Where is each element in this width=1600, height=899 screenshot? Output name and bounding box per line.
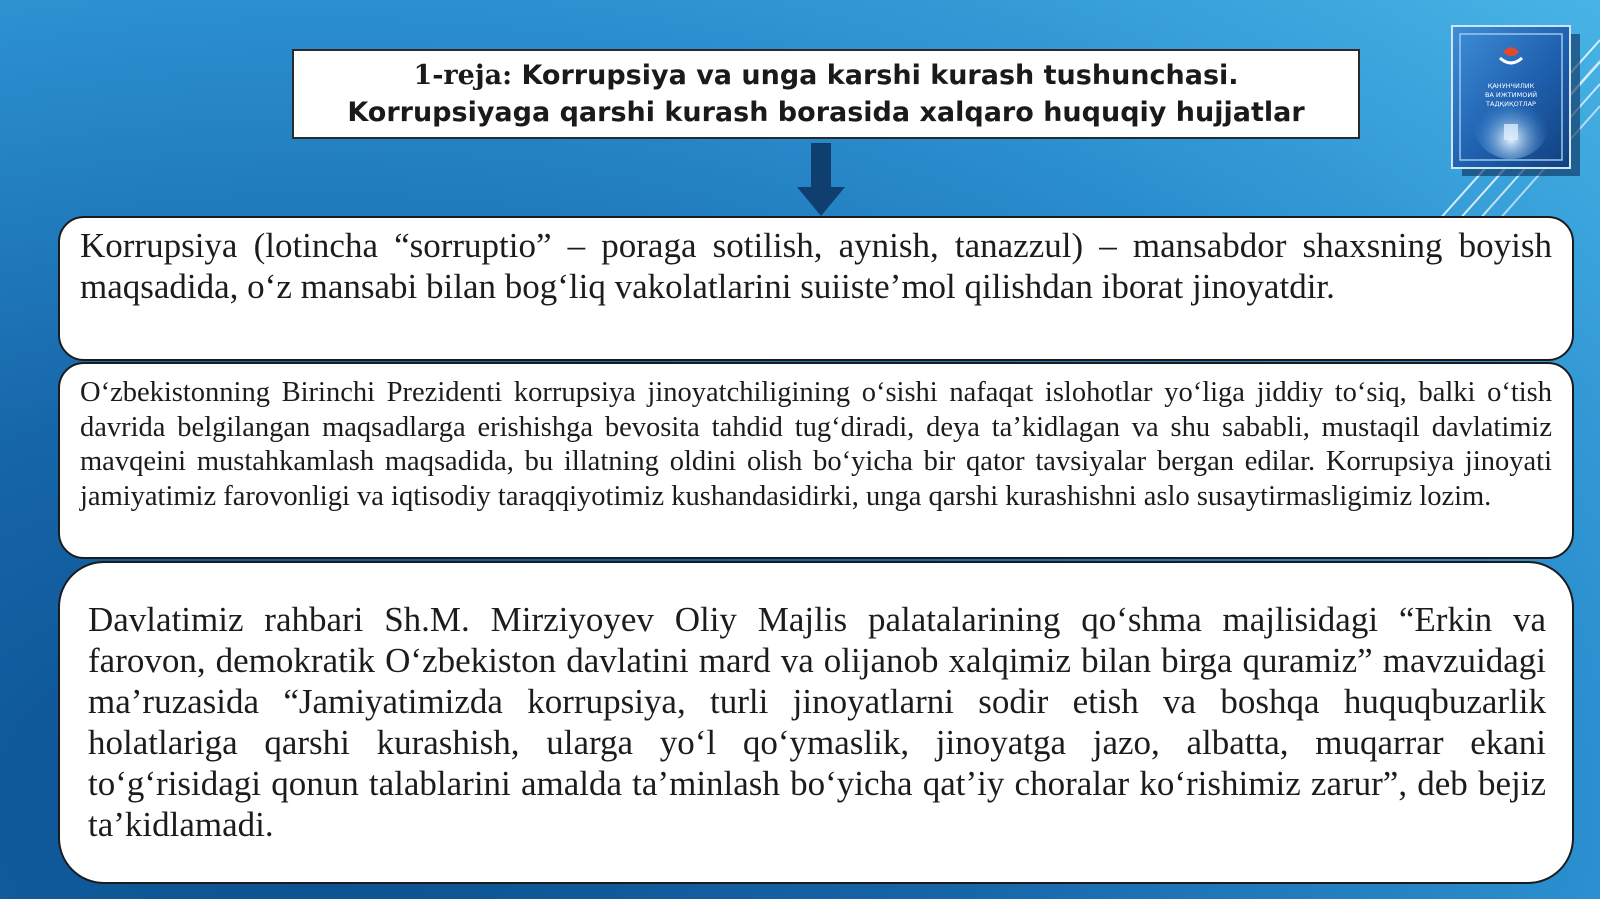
title-text: Korrupsiya va unga karshi kurash tushunchasi. Korrupsiyaga qarshi kurash borasida xalqaro huquqiy hujjatlar bbox=[347, 60, 1305, 128]
svg-text:ҚАНУНЧИЛИК: ҚАНУНЧИЛИК bbox=[1487, 82, 1535, 90]
book-cover-icon bbox=[1448, 24, 1586, 180]
paragraph-text-1: Korrupsiya (lotincha “sorruptio” – poraga sotilish, aynish, tanazzul) – mansabdor shaxsning boyish maqsadida, o‘z mansabi bilan bog‘liq vakolatlarini suiiste’mol qilishdan iborat jinoyatdir. bbox=[80, 226, 1552, 306]
svg-text:ТАДҚИҚОТЛАР: ТАДҚИҚОТЛАР bbox=[1486, 100, 1536, 108]
paragraph-text-2: O‘zbekistonning Birinchi Prezidenti korrupsiya jinoyatchiligining o‘sishi nafaqat islohotlar yo‘liga jiddiy to‘siq, balki o‘tish davrida belgilangan maqsadlarga erishishga bevosita tahdid tug‘diradi, deya ta’kidlagan va shu sababli, mustaqil davlatimiz mavqeini mustahkamlash maqsadida, bu illatning oldini olish bo‘yicha bir qator tavsiyalar bergan edilar. Korrupsiya jinoyati jamiyatimiz farovonligi va iqtisodiy taraqqiyotimiz kushandasidirki, unga qarshi kurashishni aslo susaytirmasligimiz lozim. bbox=[80, 377, 1552, 512]
paragraph-text-3: Davlatimiz rahbari Sh.M. Mirziyoyev Oliy Majlis palatalarining qo‘shma majlisidagi “Erkin va farovon, demokratik O‘zbekiston davlatini mard va olijanob xalqimiz bilan birga quramiz” mavzuidagi ma’ruzasida “Jamiyatimizda korrupsiya, turli jinoyatlarni sodir etish va boshqa huquqbuzarlik holatlariga qarshi kurashish, ularga yo‘l qo‘ymaslik, jinoyatga jazo, albatta, muqarrar ekani to‘g‘risidagi qonun talablarini amalda ta’minlash bo‘yicha qat’iy choralar ko‘rishimiz zarur”, deb bejiz ta’kidlamadi. bbox=[88, 600, 1546, 844]
paragraph-box-3 bbox=[58, 561, 1574, 884]
arrow-down-icon bbox=[795, 143, 847, 218]
page-title bbox=[314, 57, 1338, 131]
title-prefix: 1-reja: bbox=[413, 60, 522, 91]
paragraph-box-1 bbox=[58, 216, 1574, 361]
paragraph-box-2 bbox=[58, 362, 1574, 559]
title-box bbox=[292, 49, 1360, 139]
svg-text:ВА ИЖТИМОИЙ: ВА ИЖТИМОИЙ bbox=[1484, 91, 1538, 99]
